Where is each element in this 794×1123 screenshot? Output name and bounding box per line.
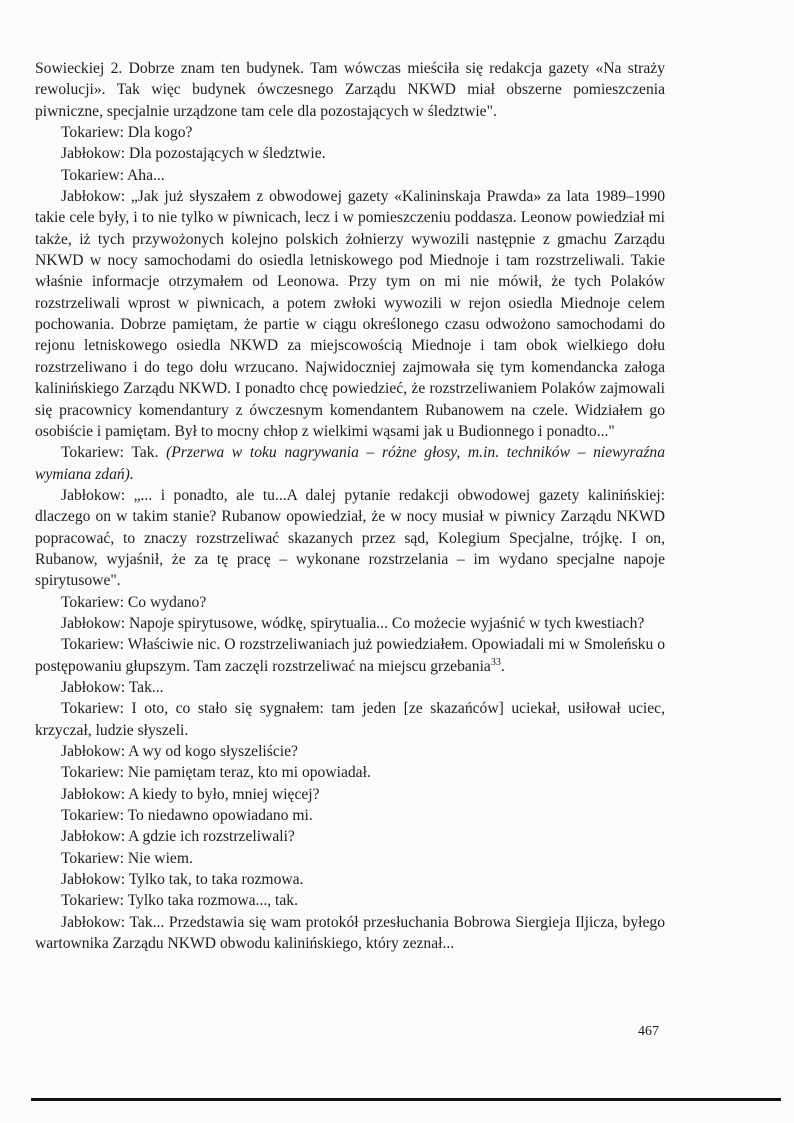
paragraph: Tokariew: Co wydano? [61, 593, 207, 611]
paragraph: Jabłokow: A gdzie ich rozstrzeliwali? [61, 828, 295, 846]
paragraph-end: . [500, 657, 505, 675]
paragraph: Jabłokow: Tak... Przedstawia się wam protokół przesłuchania Bobrowa Siergieja Iljicza, byłego wartownika Zarządu NKWD obwodu kalinińskiego, który zeznał... [35, 913, 665, 953]
paragraph: Tokariew: Aha... [61, 166, 165, 184]
stage-note: (Przerwa w toku nagrywania – różne głosy, m.in. techników – niewyraźna wymiana zdań). [35, 444, 665, 483]
paragraph-continuation: Sowieckiej 2. Dobrze znam ten budynek. Tam wówczas mieściła się redakcja gazety «Na straży rewolucji». Tak więc budynek ówczesnego Zarządu NKWD miał obszerne pomieszczenia piwniczne, specjalnie urządzone tam cele dla pozostających w śledztwie". [35, 60, 665, 120]
paragraph-speaker-text: Tokariew: Tak. [61, 444, 167, 462]
footnote-marker: 33 [490, 656, 501, 668]
paragraph: Tokariew: Dla kogo? [61, 124, 193, 142]
paragraph-with-stage-note [35, 442, 665, 485]
paragraph: Tokariew: Nie wiem. [61, 849, 193, 867]
paragraph: Jabłokow: A wy od kogo słyszeliście? [61, 743, 298, 760]
paragraph: Jabłokow: Tak... [61, 678, 164, 696]
paragraph: Tokariew: Nie pamiętam teraz, kto mi opowiadał. [61, 764, 371, 782]
paragraph-with-footnote [35, 634, 665, 677]
paragraph: Tokariew: To niedawno opowiadano mi. [61, 807, 313, 825]
paragraph: Jabłokow: A kiedy to było, mniej więcej? [61, 785, 320, 803]
paragraph: Tokariew: I oto, co stało się sygnałem: tam jeden [ze skazańców] uciekał, usiłował uciec, krzyczał, ludzie słyszeli. [35, 700, 665, 739]
paragraph: Jabłokow: Dla pozostających w śledztwie. [61, 145, 326, 163]
paragraph-text: Tokariew: Właściwie nic. O rozstrzeliwaniach już powiedziałem. Opowiadali mi w Smoleńsku o postępowaniu głupszym. Tam zaczęli rozstrzeliwać na miejscu grzebania [35, 636, 665, 675]
page-body-text [35, 58, 665, 954]
paragraph: Jabłokow: Napoje spirytusowe, wódkę, spirytualia... Co możecie wyjaśnić w tych kwestiach? [61, 614, 645, 632]
paragraph: Tokariew: Tylko taka rozmowa..., tak. [61, 892, 298, 910]
bottom-rule [31, 1098, 781, 1101]
paragraph: Jabłokow: Tylko tak, to taka rozmowa. [61, 871, 304, 889]
page-number: 467 [638, 1024, 659, 1039]
paragraph: Jabłokow: „... i ponadto, ale tu...A dalej pytanie redakcji obwodowej gazety kalinińskiej: dlaczego on w takim stanie? Rubanow opowiedział, że w nocy musiał w piwnicy Zarządu NKWD popracować, to znaczy rozstrzeliwać skazanych przez sąd, Kolegium Specjalne, trójkę. I on, Rubanow, wyjaśnił, że za tę pracę – wykonane rozstrzelania – im wydano specjalne napoje spirytusowe". [35, 486, 665, 590]
paragraph: Jabłokow: „Jak już słyszałem z obwodowej gazety «Kalininskaja Prawda» za lata 1989–1990 takie cele były, i to nie tylko w piwnicach, lecz i w pomieszczeniu poddasza. Leonow powiedział mi także, iż tych przywożonych kolejno polskich żołnierzy wywozili następnie z gmachu Zarządu NKWD w nocy samochodami do osiedla letniskowego pod Miednoje i tam rozstrzeliwali. Takie właśnie informacje otrzymałem od Leonowa. Przy tym on mi nie mówił, że tych Polaków rozstrzeliwali wprost w piwnicach, a potem zwłoki wywozili w rejon osiedla Miednoje celem pochowania. Dobrze pamiętam, że partie w ciągu określonego czasu odwożono samochodami do rejonu letniskowego osiedla NKWD za miejscowością Miednoje i tam obok wielkiego dołu rozstrzeliwano i do tego dołu wrzucano. Najwidoczniej zajmowała się tym komendancka załoga kalinińskiego Zarządu NKWD. I ponadto chcę powiedzieć, że rozstrzeliwaniem Polaków zajmowali się pracownicy komendantury z ówczesnym komendantem Rubanowem na czele. Widziałem go osobiście i pamiętam. Był to mocny chłop z wielkimi wąsami jak u Budionnego i ponadto..." [35, 188, 665, 440]
